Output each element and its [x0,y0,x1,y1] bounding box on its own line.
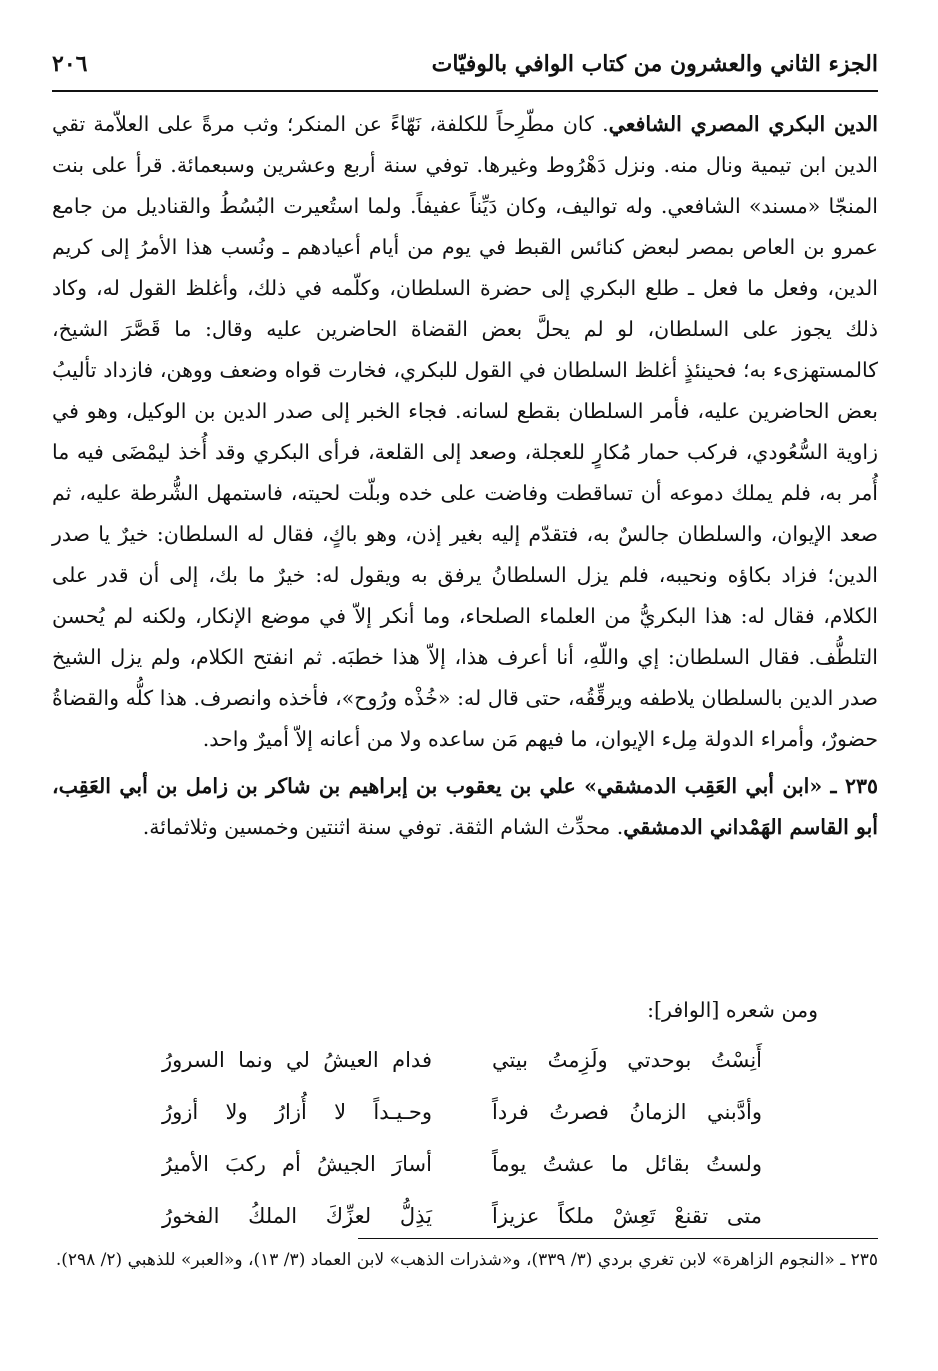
verse-first-hemistich: أَنِسْتُ بوحدتي ولَزِمتُ بيتي [492,1048,762,1072]
verse-second-hemistich: يَذِلُّ لعزِّكَ الملكُ الفخورُ [162,1204,432,1228]
footnote-rule [358,1238,878,1239]
verse [162,1086,762,1138]
paragraph-continuation [52,104,878,760]
verse-second-hemistich: وحـيـداً لا أُزارُ ولا أزورُ [162,1100,432,1124]
verse [162,1190,762,1242]
footnote-text: ٢٣٥ ـ «النجوم الزاهرة» لابن تغري بردي (٣/ ٣٣٩)، و«شذرات الذهب» لابن العماد (٣/ ١٣)، و«العبر» للذهبي (٢/ ٢٩٨). [55,1250,878,1270]
paragraph-body: . كان مطّرِحاً للكلفة، نَهّاءً عن المنكر؛ وثب مرةً على العلاّمة تقي الدين ابن تيمية ونال منه. ونزل دَهْرُوط وغيرها. توفي سنة أربع وعشرين وسبعمائة. قرأ على بنت المنجّا «مسند» الشافعي. وله تواليف، وكان دَيِّناً عفيفاً. ولما استُعيرت البُسُطُ والقناديل من جامع عمرو بن العاص بمصر لبعض كنائس القبط في يوم من أيام أعيادهم ـ ونُسب هذا الأمرُ إلى كريم الدين، وفعل ما فعل ـ طلع البكري إلى حضرة السلطان، وكلّمه في ذلك، وأغلظ القول له، وكاد ذلك يجوز على السلطان، لو لم يحلَّ بعض القضاة الحاضرين عليه وقال: ما قَصَّرَ الشيخ، كالمستهزىء به؛ فحينئذٍ أغلظ السلطان في القول للبكري، فخارت قواه وضعف ووهن، فازداد تأليبُ بعض الحاضرين عليه، فأمر السلطان بقطع لسانه. فجاء الخبر إلى صدر الدين بن الوكيل، وهو في زاوية السُّعُودي، فركب حمار مُكارٍ للعجلة، وصعد إلى القلعة، فرأى البكري وقد أُخذ ليمْضَى فيه ما أُمر به، فلم يملك دموعه أن تساقطت وفاضت على خده وبلّت لحيته، فاستمهل الشُّرطة عليه، ثم صعد الإيوان، والسلطان جالسٌ به، فتقدّم إليه بغير إذن، وهو باكٍ، فقال له السلطان: خيرٌ يا صدر الدين؛ فزاد بكاؤه ونحيبه، فلم يزل السلطانُ يرفق به ويقول له: خيرٌ ما بك، إلى أن قدر على الكلام، فقال له: هذا البكريُّ من العلماء الصلحاء، وما أنكر إلاّ في موضع الإنكار، ولكنه لم يُحسن التلطُّف. فقال السلطان: إي واللّهِ، أنا أعرف هذا، إلاّ هذا خطبَه. ثم انفتح الكلام، ولم يزل الشيخ صدر الدين بالسلطان يلاطفه ويرقِّقُه، حتى قال له: «خُذْه ورُوح»، فأخذه وانصرف. هذا كلُّه والقضاةُ حضورٌ، وأمراء الدولة مِلء الإيوان، ما فيهم مَن ساعده ولا من أعانه إلاّ أميرٌ واحد. [52,112,878,751]
entry-body: . محدِّث الشام الثقة. توفي سنة اثنتين وخمسين وثلاثمائة. [142,815,624,839]
verse [162,1138,762,1190]
entry-heading: ٢٣٥ ـ «ابن أبي العَقِب الدمشقي» علي بن يعقوب بن إبراهيم بن شاكر بن زامل بن أبي العَقِب، أبو القاسم الهَمْداني الدمشقي [52,774,878,839]
main-text [52,104,878,848]
verse [162,1034,762,1086]
verse-first-hemistich: متى تقنعْ تَعِشْ ملكاً عزيزاً [492,1204,762,1228]
header-rule [52,90,878,92]
running-title: الجزء الثاني والعشرون من كتاب الوافي بالوفيّات [431,51,878,77]
footnote [52,1244,878,1276]
entry-235 [52,766,878,848]
poem-intro: ومن شعره [الوافر]: [647,998,818,1022]
page-number: ٢٠٦ [52,51,88,77]
subject-name: الدين البكري المصري الشافعي [608,112,878,136]
verse-first-hemistich: وأدَّبني الزمانُ فصرتُ فرداً [492,1100,762,1124]
running-head [52,44,878,84]
verse-second-hemistich: فدام العيشُ لي ونما السرورُ [162,1048,432,1072]
verse-first-hemistich: ولستُ بقائل ما عشتُ يوماً [492,1152,762,1176]
verse-second-hemistich: أسارَ الجيشُ أم ركبَ الأميرُ [162,1152,432,1176]
poem [162,1034,762,1242]
